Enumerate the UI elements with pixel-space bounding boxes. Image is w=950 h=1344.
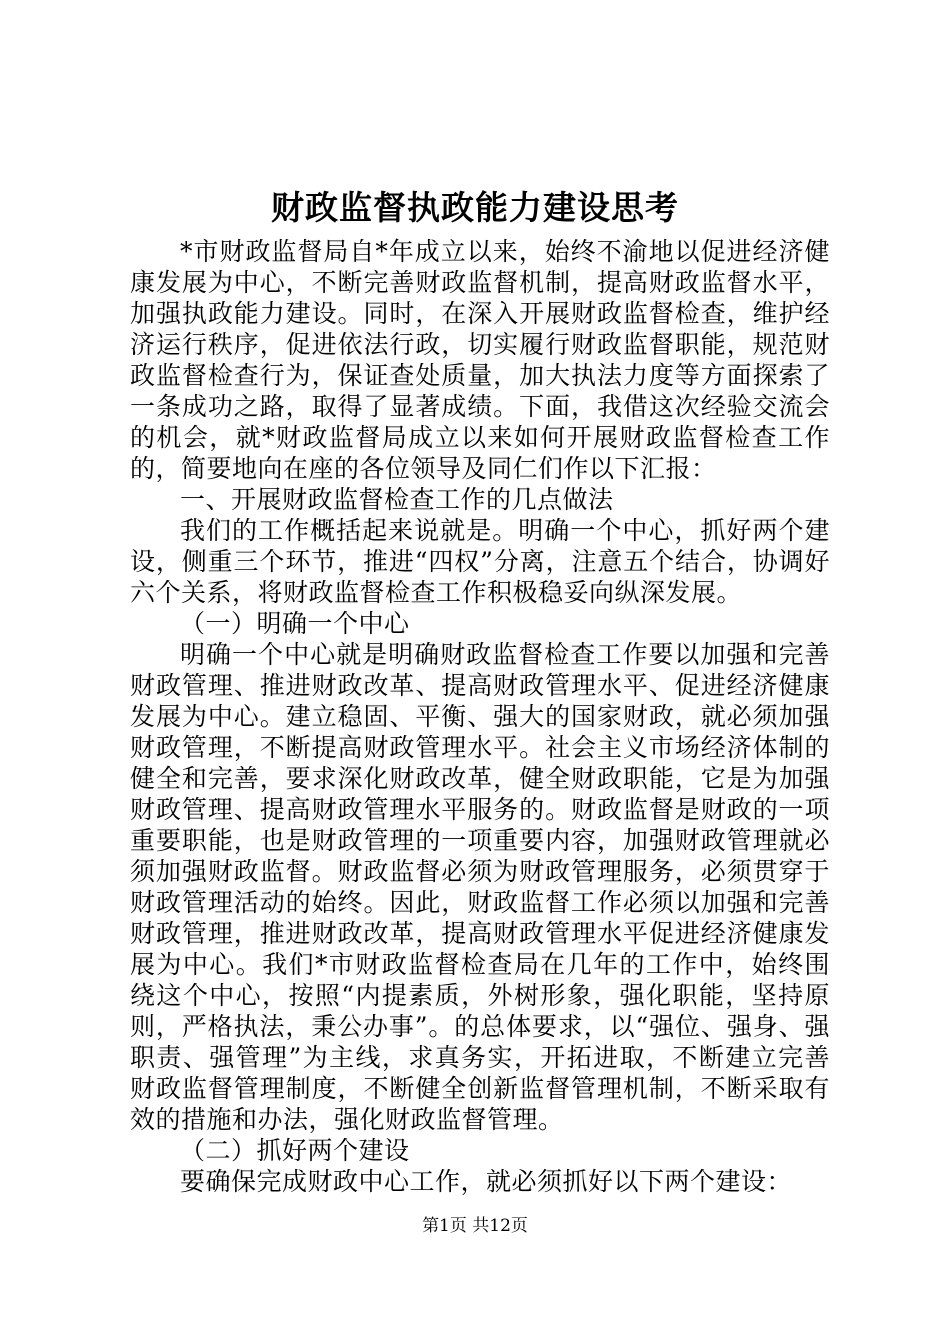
paragraph-center: 明确一个中心就是明确财政监督检查工作要以加强和完善财政管理、推进财政改革、提高财政管理水平、促进经济健康发展为中心。建立稳固、平衡、强大的国家财政，就必须加强财政管理，不断提高财政管理水平。社会主义市场经济体制的健全和完善，要求深化财政改革，健全财政职能，它是为加强财政管理、提高财政管理水平服务的。财政监督是财政的一项重要职能，也是财政管理的一项重要内容，加强财政管理就必须加强财政监督。财政监督必须为财政管理服务，必须贯穿于财政管理活动的始终。因此，财政监督工作必须以加强和完善财政管理，推进财政改革，提高财政管理水平促进经济健康发展为中心。我们*市财政监督检查局在几年的工作中，始终围绕这个中心，按照“内提素质，外树形象，强化职能，坚持原则，严格执法，秉公办事”。的总体要求，以“强位、强身、强职责、强管理”为主线，求真务实，开拓进取，不断建立完善财政监督管理制度，不断健全创新监督管理机制，不断采取有效的措施和办法，强化财政监督管理。 (130, 640, 830, 1134)
paragraph-intro: *市财政监督局自*年成立以来，始终不渝地以促进经济健康发展为中心，不断完善财政监督机制，提高财政监督水平，加强执政能力建设。同时，在深入开展财政监督检查，维护经济运行秩序，促进依法行政，切实履行财政监督职能，规范财政监督检查行为，保证查处质量，加大执法力度等方面探索了一条成功之路，取得了显著成绩。下面，我借这次经验交流会的机会，就*财政监督局成立以来如何开展财政监督检查工作的，简要地向在座的各位领导及同仁们作以下汇报： (130, 237, 830, 483)
section-heading-1: 一、开展财政监督检查工作的几点做法 (180, 485, 614, 514)
document-body (130, 236, 830, 1197)
subsection-heading-2: （二）抓好两个建设 (180, 1136, 410, 1165)
paragraph-construction: 要确保完成财政中心工作，就必须抓好以下两个建设： (180, 1167, 793, 1196)
paragraph-summary: 我们的工作概括起来说就是。明确一个中心，抓好两个建设，侧重三个环节，推进“四权”分离，注意五个结合，协调好六个关系，将财政监督检查工作积极稳妥向纵深发展。 (130, 516, 830, 607)
page-footer: 第1页 共12页 (422, 1216, 528, 1236)
document-title: 财政监督执政能力建设思考 (271, 188, 679, 227)
subsection-heading-1: （一）明确一个中心 (180, 609, 410, 638)
